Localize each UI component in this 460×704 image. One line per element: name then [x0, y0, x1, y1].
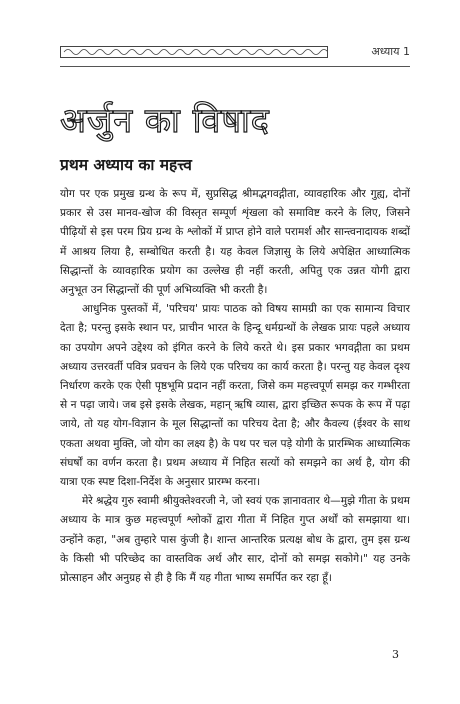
section-heading: प्रथम अध्याय का महत्त्व [60, 156, 192, 174]
decorative-border-ornament [60, 46, 328, 58]
chapter-title: अर्जुन का विषाद [60, 101, 270, 141]
paragraph: योग पर एक प्रमुख ग्रन्थ के रूप में, सुप्रसिद्ध श्रीमद्भगवद्गीता, व्यावहारिक और गुह्य, दोनों प्रकार से उस मानव-खोज की विस्तृत सम्पूर्ण शृंखला को समाविष्ट करने के लिए, जिसने पीढ़ियों से इस परम प्रिय ग्रन्थ के श्लोकों में प्राप्त होने वाले परामर्श और सान्त्वनादायक शब्दों में आश्रय लिया है, सम्बोधित करती है। यह केवल जिज्ञासु के लिये अपेक्षित आध्यात्मिक सिद्धान्तों के व्यावहारिक प्रयोग का उल्लेख ही नहीं करती, अपितु एक उन्नत योगी द्वारा अनुभूत उन सिद्धान्तों की पूर्ण अभिव्यक्ति भी करती है। [60, 188, 410, 297]
paragraph: मेरे श्रद्धेय गुरु स्वामी श्रीयुक्तेश्वरजी ने, जो स्वयं एक ज्ञानावतार थे—मुझे गीता के प्रथम अध्याय के मात्र कुछ महत्त्वपूर्ण श्लोकों द्वारा गीता में निहित गुप्त अर्थों को समझाया था। उन्होंने कहा, "अब तुम्हारे पास कुंजी है। शान्त आन्तरिक प्रत्यक्ष बोध के द्वारा, तुम इस ग्रन्थ के किसी भी परिच्छेद का वास्तविक अर्थ और सार, दोनों को समझ सकोगे।" यह उनके प्रोत्साहन और अनुग्रह से ही है कि मैं यह गीता भाष्य समर्पित कर रहा हूँ। [60, 495, 410, 585]
paragraph: आधुनिक पुस्तकों में, 'परिचय' प्रायः पाठक को विषय सामग्री का एक सामान्य विचार देता है; परन्तु इसके स्थान पर, प्राचीन भारत के हिन्दू धर्मग्रन्थों के लेखक प्रायः पहले अध्याय का उपयोग अपने उद्देश्य को इंगित करने के लिये करते थे। इस प्रकार भगवद्गीता का प्रथम अध्याय उत्तरवर्ती पवित्र प्रवचन के लिये एक परिचय का कार्य करता है। परन्तु यह केवल दृश्य निर्धारण करके एक ऐसी पृष्ठभूमि प्रदान नहीं करता, जिसे कम महत्त्वपूर्ण समझ कर गम्भीरता से न पढ़ा जाये। जब इसे इसके लेखक, महान् ऋषि व्यास, द्वारा इच्छित रूपक के रूप में पढ़ा जाये, तो यह योग-विज्ञान के मूल सिद्धान्तों का परिचय देता है; और कैवल्य (ईश्वर के साथ एकता अथवा मुक्ति, जो योग का लक्ष्य है) के पथ पर चल पड़े योगी के प्रारम्भिक आध्यात्मिक संघर्षों का वर्णन करता है। प्रथम अध्याय में निहित सत्यों को समझने का अर्थ है, योग की यात्रा एक स्पष्ट दिशा-निर्देश के अनुसार प्रारम्भ करना। [60, 303, 410, 489]
body-text [60, 185, 410, 588]
chapter-label: अध्याय 1 [371, 45, 410, 58]
page-number: 3 [392, 648, 399, 661]
header-rule [60, 66, 410, 67]
running-header [60, 40, 410, 60]
